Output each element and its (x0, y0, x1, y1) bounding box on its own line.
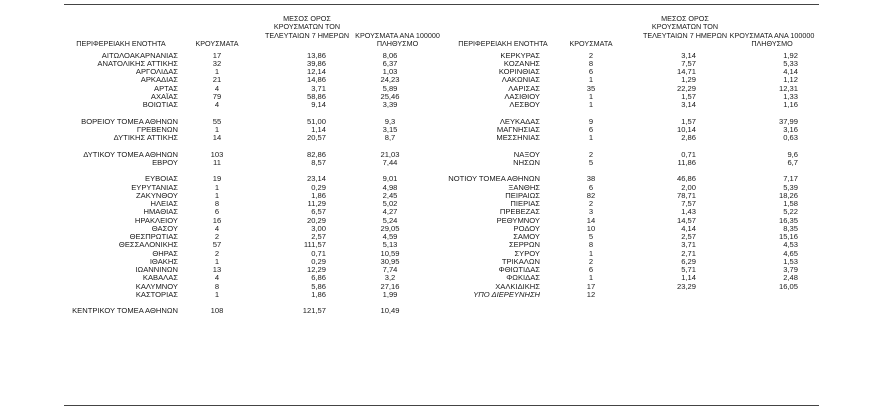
left-row-26-cases: 13 (212, 265, 222, 274)
left-row-24-per100k: 10,59 (380, 248, 400, 258)
left-row-19-avg7: 6,57 (311, 207, 326, 217)
right-row-3-region: ΛΑΚΩΝΙΑΣ (501, 75, 540, 85)
right-row-25-per100k: 1,53 (783, 256, 798, 266)
right-row-18-avg7: 7,57 (681, 199, 696, 208)
right-row-0-region: ΚΕΡΚΥΡΑΣ (500, 50, 540, 60)
right-row-16-avg7: 2,00 (681, 182, 696, 192)
left-row-15-per100k: 9,01 (382, 174, 398, 184)
left-row-23-cases: 57 (212, 240, 222, 250)
right-row-5-cases: 1 (588, 91, 594, 101)
left-row-3-cases: 21 (212, 75, 222, 85)
left-row-9-per100k: 3,15 (382, 124, 398, 134)
right-row-22-cases: 5 (588, 232, 594, 241)
right-row-18-cases: 2 (588, 199, 594, 208)
right-row-19-region: ΠΡΕΒΕΖΑΣ (499, 207, 540, 217)
right-row-5-region: ΛΑΣΙΘΙΟΥ (504, 91, 540, 101)
left-row-4-region: ΑΡΤΑΣ (154, 83, 178, 93)
right-row-8-region: ΛΕΥΚΑΔΑΣ (499, 116, 540, 126)
left-row-13-per100k: 7,44 (382, 157, 398, 167)
right-row-0-avg7: 3,14 (681, 50, 696, 60)
left-row-18-cases: 8 (214, 199, 220, 208)
left-row-1-region: ΑΝΑΤΟΛΙΚΗΣ ΑΤΤΙΚΗΣ (97, 58, 178, 68)
right-row-4-avg7: 22,29 (676, 83, 696, 93)
left-row-31-cases: 108 (210, 306, 224, 316)
left-row-17-avg7: 1,86 (311, 190, 326, 200)
right-row-10-cases: 1 (588, 133, 594, 142)
right-row-28-region: ΧΑΛΚΙΔΙΚΗΣ (495, 281, 540, 291)
right-row-16-per100k: 5,39 (783, 182, 798, 192)
left-row-10-per100k: 8,7 (384, 133, 396, 142)
right-row-21-avg7: 4,14 (681, 223, 696, 233)
right-row-20-per100k: 16,35 (778, 215, 798, 225)
left-row-24-avg7: 0,71 (311, 248, 326, 258)
left-row-19-region: ΗΜΑΘΙΑΣ (143, 207, 178, 217)
left-row-20-region: ΗΡΑΚΛΕΙΟΥ (134, 215, 178, 225)
left-row-25-avg7: 0,29 (311, 256, 326, 266)
right-row-28-per100k: 16,05 (778, 281, 798, 291)
right-row-19-cases: 3 (588, 207, 594, 217)
left-row-23-per100k: 5,13 (382, 240, 398, 250)
left-row-6-region: ΒΟΙΩΤΙΑΣ (142, 100, 178, 109)
right-row-26-region: ΦΘΙΩΤΙΔΑΣ (498, 265, 540, 274)
left-row-13-avg7: 8,57 (311, 157, 326, 167)
right-row-12-cases: 2 (588, 149, 594, 159)
right-header-per100k-line1: ΚΡΟΥΣΜΑΤΑ ΑΝΑ 100000 (729, 31, 815, 40)
left-row-1-cases: 32 (212, 58, 222, 68)
right-row-9-region: ΜΑΓΝΗΣΙΑΣ (496, 124, 540, 134)
right-row-27-avg7: 1,14 (681, 273, 696, 283)
right-row-0-per100k: 1,92 (783, 50, 798, 60)
right-row-15-avg7: 46,86 (676, 174, 696, 184)
left-row-6-avg7: 9,14 (311, 100, 326, 109)
right-row-23-region: ΣΕΡΡΩΝ (508, 240, 540, 250)
left-row-8-cases: 55 (212, 116, 222, 126)
right-row-1-region: ΚΟΖΑΝΗΣ (503, 58, 540, 68)
right-row-22-per100k: 15,16 (778, 232, 798, 241)
left-row-3-per100k: 24,23 (380, 75, 400, 85)
right-row-15-cases: 38 (586, 174, 596, 184)
left-row-22-region: ΘΕΣΠΡΩΤΙΑΣ (129, 232, 178, 241)
right-header-avg7-line3: ΤΕΛΕΥΤΑΙΩΝ 7 ΗΜΕΡΩΝ (642, 30, 728, 40)
right-row-28-avg7: 23,29 (676, 281, 696, 291)
left-row-8-per100k: 9,3 (384, 116, 396, 126)
left-row-28-per100k: 27,16 (380, 281, 400, 291)
left-row-13-region: ΕΒΡΟΥ (152, 157, 178, 167)
right-row-23-avg7: 3,71 (681, 240, 696, 250)
left-row-12-cases: 103 (210, 149, 224, 159)
left-row-16-cases: 1 (214, 182, 220, 192)
right-row-9-per100k: 3,16 (783, 124, 798, 134)
right-row-19-avg7: 1,43 (681, 207, 696, 217)
right-row-1-per100k: 5,33 (783, 58, 798, 68)
left-row-0-avg7: 13,86 (306, 50, 326, 60)
left-row-4-cases: 4 (214, 83, 220, 93)
right-row-10-region: ΜΕΣΣΗΝΙΑΣ (496, 133, 540, 142)
right-row-6-per100k: 1,16 (783, 100, 798, 109)
left-row-28-avg7: 5,86 (311, 281, 326, 291)
left-row-5-per100k: 25,46 (380, 91, 400, 101)
left-row-18-avg7: 11,29 (307, 199, 326, 208)
right-row-21-cases: 10 (586, 223, 596, 233)
right-row-4-region: ΛΑΡΙΣΑΣ (508, 83, 540, 93)
left-row-2-region: ΑΡΓΟΛΙΔΑΣ (135, 67, 178, 76)
left-row-9-cases: 1 (214, 124, 220, 134)
right-row-5-avg7: 1,57 (681, 91, 696, 101)
left-row-20-avg7: 20,29 (306, 215, 326, 225)
right-row-5-per100k: 1,33 (783, 91, 798, 101)
right-row-8-cases: 9 (588, 116, 594, 126)
left-row-3-region: ΑΡΚΑΔΙΑΣ (140, 75, 178, 85)
left-row-12-per100k: 21,03 (380, 149, 400, 159)
right-row-27-cases: 1 (588, 273, 594, 283)
left-row-27-avg7: 6,86 (311, 273, 326, 283)
left-row-22-cases: 2 (214, 232, 220, 241)
left-header-avg7 (262, 15, 352, 40)
right-row-1-avg7: 7,57 (681, 58, 696, 68)
left-row-28-cases: 8 (214, 281, 220, 291)
right-row-13-per100k: 6,7 (787, 157, 798, 167)
right-row-23-per100k: 4,53 (783, 240, 798, 250)
left-row-21-region: ΘΑΣΟΥ (151, 223, 178, 233)
left-row-2-per100k: 1,03 (382, 67, 398, 76)
right-row-24-cases: 1 (588, 248, 594, 258)
right-row-27-region: ΦΩΚΙΔΑΣ (506, 273, 540, 283)
left-row-24-region: ΘΗΡΑΣ (152, 248, 178, 258)
left-row-21-cases: 4 (214, 223, 220, 233)
right-row-0-cases: 2 (588, 50, 594, 60)
left-row-5-cases: 79 (212, 91, 222, 101)
right-row-8-per100k: 37,99 (778, 116, 798, 126)
left-header-per100k-line2: ΠΛΗΘΥΣΜΟ (376, 39, 419, 49)
left-row-2-cases: 1 (214, 67, 220, 76)
left-row-12-avg7: 82,86 (306, 149, 326, 159)
left-row-15-avg7: 23,14 (306, 174, 326, 184)
right-row-8-avg7: 1,57 (681, 116, 696, 126)
left-row-19-per100k: 4,27 (382, 207, 398, 217)
left-row-1-per100k: 6,37 (382, 58, 398, 68)
right-row-20-avg7: 14,57 (676, 215, 696, 225)
left-row-8-avg7: 51,00 (306, 116, 326, 126)
right-row-26-cases: 6 (588, 265, 594, 274)
left-row-0-cases: 17 (212, 50, 222, 60)
right-row-2-per100k: 4,14 (783, 67, 798, 76)
left-header-region: ΠΕΡΙΦΕΡΕΙΑΚΗ ΕΝΟΤΗΤΑ (76, 39, 166, 48)
left-row-23-avg7: 111,57 (303, 240, 326, 250)
right-row-17-per100k: 18,26 (778, 190, 798, 200)
left-row-22-avg7: 2,57 (311, 232, 326, 241)
right-row-24-per100k: 4,65 (783, 248, 798, 258)
left-row-13-cases: 11 (213, 157, 221, 167)
left-row-16-region: ΕΥΡΥΤΑΝΙΑΣ (131, 182, 178, 192)
right-row-2-cases: 6 (588, 67, 594, 76)
left-row-17-per100k: 2,45 (382, 190, 398, 200)
left-row-27-region: ΚΑΒΑΛΑΣ (142, 273, 178, 283)
left-row-15-region: ΕΥΒΟΙΑΣ (145, 174, 178, 184)
right-row-21-per100k: 8,35 (783, 223, 798, 233)
left-row-22-per100k: 4,59 (382, 232, 398, 241)
right-row-15-per100k: 7,17 (783, 174, 798, 184)
right-row-17-cases: 82 (586, 190, 596, 200)
left-row-25-region: ΙΘΑΚΗΣ (149, 256, 178, 266)
left-row-26-per100k: 7,74 (382, 265, 398, 274)
right-row-12-per100k: 9,6 (787, 149, 798, 159)
right-row-25-region: ΤΡΙΚΑΛΩΝ (501, 256, 540, 266)
left-row-5-avg7: 58,86 (306, 91, 326, 101)
right-row-20-cases: 14 (586, 215, 596, 225)
right-row-10-per100k: 0,63 (783, 133, 798, 142)
left-row-9-region: ΓΡΕΒΕΝΩΝ (136, 124, 178, 134)
right-row-6-region: ΛΕΣΒΟΥ (509, 100, 540, 109)
left-row-27-cases: 4 (214, 273, 220, 283)
right-row-24-region: ΣΥΡΟΥ (514, 248, 540, 258)
left-row-20-cases: 16 (212, 215, 222, 225)
left-row-18-per100k: 5,02 (382, 199, 398, 208)
right-row-17-avg7: 78,71 (676, 190, 696, 200)
left-row-29-per100k: 1,99 (382, 289, 398, 299)
left-row-27-per100k: 3,2 (384, 273, 396, 283)
left-row-8-region: ΒΟΡΕΙΟΥ ΤΟΜΕΑ ΑΘΗΝΩΝ (81, 116, 178, 126)
left-row-23-region: ΘΕΣΣΑΛΟΝΙΚΗΣ (118, 240, 178, 250)
left-row-28-region: ΚΑΛΥΜΝΟΥ (135, 281, 178, 291)
right-row-26-per100k: 3,79 (783, 265, 798, 274)
left-row-0-per100k: 8,06 (382, 50, 398, 60)
left-row-4-per100k: 5,89 (382, 83, 398, 93)
right-row-12-region: ΝΑΞΟΥ (513, 149, 540, 159)
left-row-15-cases: 19 (212, 174, 222, 184)
right-row-21-region: ΡΟΔΟΥ (513, 223, 540, 233)
right-row-2-region: ΚΟΡΙΝΘΙΑΣ (498, 67, 540, 76)
right-row-17-region: ΠΕΙΡΑΙΩΣ (505, 190, 540, 200)
right-row-2-avg7: 14,71 (676, 67, 696, 76)
left-row-12-region: ΔΥΤΙΚΟΥ ΤΟΜΕΑ ΑΘΗΝΩΝ (83, 149, 178, 159)
left-header-avg7-line3: ΤΕΛΕΥΤΑΙΩΝ 7 ΗΜΕΡΩΝ (264, 30, 350, 40)
right-row-6-avg7: 3,14 (681, 100, 696, 109)
right-row-13-cases: 5 (588, 157, 594, 167)
right-row-27-per100k: 2,48 (783, 273, 798, 283)
right-row-26-avg7: 5,71 (681, 265, 696, 274)
left-row-31-avg7: 121,57 (302, 306, 326, 316)
left-row-0-region: ΑΙΤΩΛΟΑΚΑΡΝΑΝΙΑΣ (101, 50, 178, 60)
right-row-12-avg7: 0,71 (681, 149, 696, 159)
left-row-25-per100k: 30,95 (380, 256, 400, 266)
left-row-10-cases: 14 (212, 133, 222, 142)
right-header-per100k-line2: ΠΛΗΘΥΣΜΟ (751, 39, 793, 49)
left-row-29-avg7: 1,86 (311, 289, 326, 299)
left-header-per100k-line1: ΚΡΟΥΣΜΑΤΑ ΑΝΑ 100000 (355, 31, 440, 40)
right-row-22-region: ΣΑΜΟΥ (513, 232, 540, 241)
left-row-5-region: ΑΧΑΪΑΣ (150, 91, 178, 101)
right-row-3-avg7: 1,29 (681, 75, 696, 85)
left-row-19-cases: 6 (214, 207, 220, 217)
right-row-3-per100k: 1,12 (783, 75, 798, 85)
left-row-31-per100k: 10,49 (380, 306, 400, 316)
left-row-18-region: ΗΛΕΙΑΣ (150, 199, 178, 208)
right-row-16-cases: 6 (588, 182, 594, 192)
right-row-19-per100k: 5,22 (783, 207, 798, 217)
left-row-3-avg7: 14,86 (306, 75, 326, 85)
left-row-9-avg7: 1,14 (311, 124, 326, 134)
right-row-1-cases: 8 (588, 58, 594, 68)
right-header-avg7-line1: ΜΕΣΟΣ ΟΡΟΣ (661, 14, 709, 23)
right-row-15-region: ΝΟΤΙΟΥ ΤΟΜΕΑ ΑΘΗΝΩΝ (448, 174, 540, 184)
right-header-cases: ΚΡΟΥΣΜΑΤΑ (569, 39, 613, 48)
left-row-29-cases: 1 (214, 289, 220, 299)
left-row-17-cases: 1 (214, 190, 220, 200)
left-row-16-per100k: 4,98 (382, 182, 398, 192)
left-header-avg7-line2: ΚΡΟΥΣΜΑΤΩΝ ΤΟΝ (273, 22, 341, 32)
right-row-23-cases: 8 (588, 240, 594, 250)
left-row-31-region: ΚΕΝΤΡΙΚΟΥ ΤΟΜΕΑ ΑΘΗΝΩΝ (72, 306, 178, 316)
left-row-20-per100k: 5,24 (382, 215, 398, 225)
right-row-18-region: ΠΙΕΡΙΑΣ (510, 199, 540, 208)
left-row-24-cases: 2 (214, 248, 220, 258)
right-row-29-cases: 12 (586, 289, 596, 299)
left-row-16-avg7: 0,29 (311, 182, 326, 192)
right-row-28-cases: 17 (586, 281, 596, 291)
left-row-2-avg7: 12,14 (306, 67, 326, 76)
right-row-4-cases: 35 (586, 83, 596, 93)
left-row-29-region: ΚΑΣΤΟΡΙΑΣ (135, 289, 178, 299)
right-row-25-cases: 2 (588, 256, 594, 266)
left-row-1-avg7: 39,86 (306, 58, 326, 68)
right-row-16-region: ΞΑΝΘΗΣ (508, 182, 540, 192)
right-row-18-per100k: 1,58 (783, 199, 798, 208)
table-bottom-rule (64, 405, 819, 406)
left-row-25-cases: 1 (214, 256, 220, 266)
right-row-10-avg7: 2,86 (681, 133, 696, 142)
table-top-rule (64, 4, 819, 5)
right-header-avg7 (640, 15, 730, 40)
right-header-avg7-line2: ΚΡΟΥΣΜΑΤΩΝ ΤΟΝ (651, 22, 719, 32)
right-row-3-cases: 1 (588, 75, 594, 85)
left-row-21-per100k: 29,05 (380, 223, 400, 233)
right-row-4-per100k: 12,31 (778, 83, 798, 93)
right-row-13-region: ΝΗΣΩΝ (513, 157, 540, 167)
left-row-6-per100k: 3,39 (382, 100, 398, 109)
left-header-avg7-line1: ΜΕΣΟΣ ΟΡΟΣ (283, 14, 331, 23)
right-row-6-cases: 1 (588, 100, 594, 109)
right-row-9-cases: 6 (588, 124, 594, 134)
left-row-6-cases: 4 (214, 100, 220, 109)
right-row-22-avg7: 2,57 (681, 232, 696, 241)
right-row-20-region: ΡΕΘΥΜΝΟΥ (496, 215, 540, 225)
left-row-4-avg7: 3,71 (311, 83, 326, 93)
right-row-13-avg7: 11,86 (677, 157, 696, 167)
right-row-24-avg7: 2,71 (681, 248, 696, 258)
left-row-21-avg7: 3,00 (311, 223, 326, 233)
left-row-10-region: ΔΥΤΙΚΗΣ ΑΤΤΙΚΗΣ (113, 133, 178, 142)
right-header-per100k (722, 32, 822, 49)
left-row-17-region: ΖΑΚΥΝΘΟΥ (136, 190, 178, 200)
left-row-26-avg7: 12,29 (306, 265, 326, 274)
left-header-per100k (350, 32, 445, 49)
left-row-26-region: ΙΩΑΝΝΙΝΩΝ (135, 265, 178, 274)
right-row-29-region: ΥΠΟ ΔΙΕΡΕΥΝΗΣΗ (473, 289, 540, 299)
right-header-region: ΠΕΡΙΦΕΡΕΙΑΚΗ ΕΝΟΤΗΤΑ (458, 39, 548, 48)
left-header-cases: ΚΡΟΥΣΜΑΤΑ (195, 39, 239, 48)
right-row-9-avg7: 10,14 (676, 124, 696, 134)
right-row-25-avg7: 6,29 (681, 256, 696, 266)
left-row-10-avg7: 20,57 (306, 133, 326, 142)
